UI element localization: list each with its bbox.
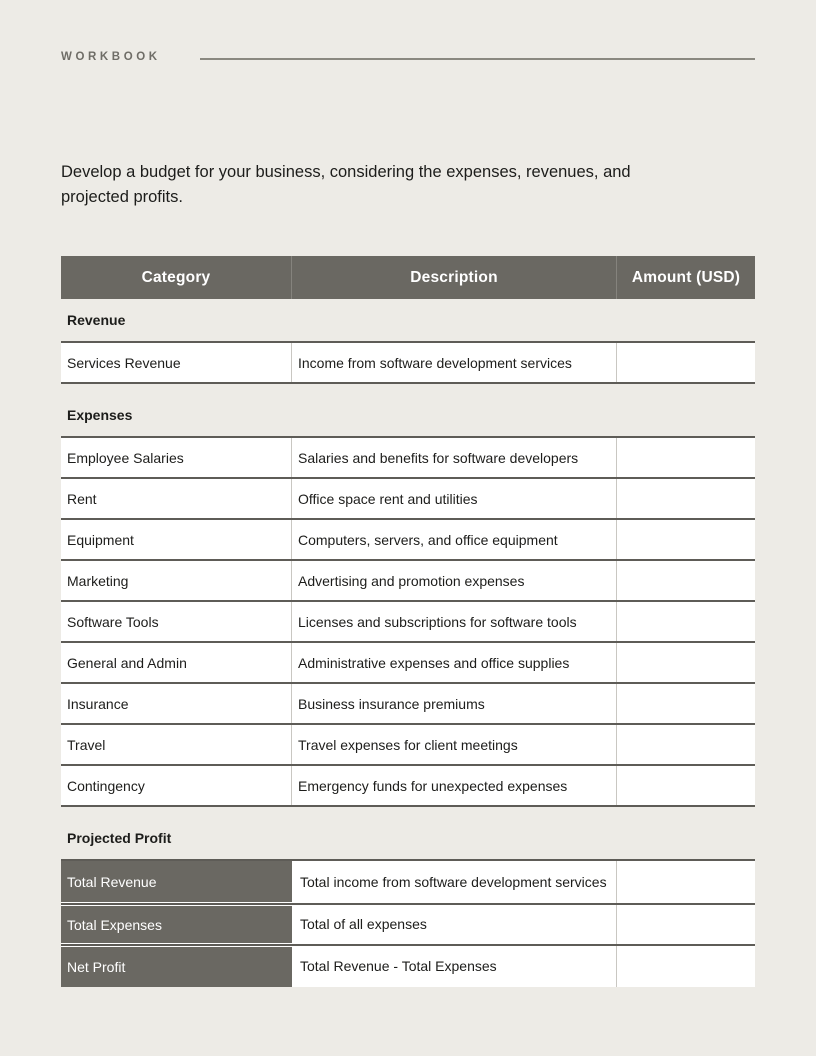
table-row[interactable] [61, 343, 755, 384]
row-category: Total Revenue [61, 861, 292, 903]
row-category: General and Admin [61, 643, 292, 682]
row-description: Advertising and promotion expenses [292, 561, 617, 600]
section-spacer-description [292, 299, 617, 341]
section-spacer-description [292, 817, 617, 859]
table-row[interactable] [61, 602, 755, 643]
row-amount-input[interactable] [617, 905, 755, 944]
row-amount-input[interactable] [617, 343, 755, 382]
section-gap [61, 384, 755, 394]
row-amount-input[interactable] [617, 438, 755, 477]
page-header [61, 52, 755, 64]
row-description: Travel expenses for client meetings [292, 725, 617, 764]
row-description: Business insurance premiums [292, 684, 617, 723]
row-amount-input[interactable] [617, 479, 755, 518]
table-row[interactable] [61, 684, 755, 725]
row-category: Employee Salaries [61, 438, 292, 477]
table-row[interactable] [61, 438, 755, 479]
row-description: Computers, servers, and office equipment [292, 520, 617, 559]
row-description: Total of all expenses [292, 905, 617, 944]
section-header-expenses [61, 394, 755, 438]
row-amount-input[interactable] [617, 946, 755, 987]
table-row[interactable] [61, 905, 755, 946]
row-amount-input[interactable] [617, 684, 755, 723]
row-description: Total income from software development services [292, 861, 617, 903]
row-category: Contingency [61, 766, 292, 805]
row-category: Total Expenses [61, 905, 292, 944]
table-row[interactable] [61, 561, 755, 602]
row-amount-input[interactable] [617, 643, 755, 682]
table-row[interactable] [61, 479, 755, 520]
row-description: Office space rent and utilities [292, 479, 617, 518]
row-description: Salaries and benefits for software developers [292, 438, 617, 477]
row-amount-input[interactable] [617, 520, 755, 559]
section-header-projected-profit [61, 817, 755, 861]
section-gap [61, 807, 755, 817]
row-category: Insurance [61, 684, 292, 723]
table-header-row [61, 256, 755, 299]
section-spacer-amount [617, 299, 755, 341]
row-amount-input[interactable] [617, 561, 755, 600]
table-row[interactable] [61, 643, 755, 684]
eyebrow-label: WORKBOOK [61, 51, 161, 63]
column-header-category: Category [61, 256, 292, 299]
row-category: Marketing [61, 561, 292, 600]
row-category: Travel [61, 725, 292, 764]
row-description: Total Revenue - Total Expenses [292, 946, 617, 987]
budget-table [61, 256, 755, 987]
section-title: Revenue [67, 312, 126, 328]
row-description: Licenses and subscriptions for software tools [292, 602, 617, 641]
table-row[interactable] [61, 946, 755, 987]
section-spacer-description [292, 394, 617, 436]
section-spacer-amount [617, 394, 755, 436]
header-divider [200, 58, 755, 60]
section-header-revenue [61, 299, 755, 343]
section-title: Projected Profit [67, 830, 172, 846]
row-category: Rent [61, 479, 292, 518]
intro-paragraph: Develop a budget for your business, considering the expenses, revenues, and projected profits. [61, 163, 631, 206]
row-description: Emergency funds for unexpected expenses [292, 766, 617, 805]
row-amount-input[interactable] [617, 861, 755, 903]
row-category: Equipment [61, 520, 292, 559]
column-header-description: Description [292, 256, 617, 299]
table-row[interactable] [61, 520, 755, 561]
row-category: Net Profit [61, 946, 292, 987]
row-category: Services Revenue [61, 343, 292, 382]
table-row[interactable] [61, 861, 755, 905]
row-description: Income from software development services [292, 343, 617, 382]
row-amount-input[interactable] [617, 602, 755, 641]
row-amount-input[interactable] [617, 725, 755, 764]
column-header-amount: Amount (USD) [631, 268, 741, 286]
table-row[interactable] [61, 725, 755, 766]
section-spacer-amount [617, 817, 755, 859]
row-amount-input[interactable] [617, 766, 755, 805]
row-category: Software Tools [61, 602, 292, 641]
section-title: Expenses [67, 407, 133, 423]
table-row[interactable] [61, 766, 755, 807]
row-description: Administrative expenses and office supplies [292, 643, 617, 682]
